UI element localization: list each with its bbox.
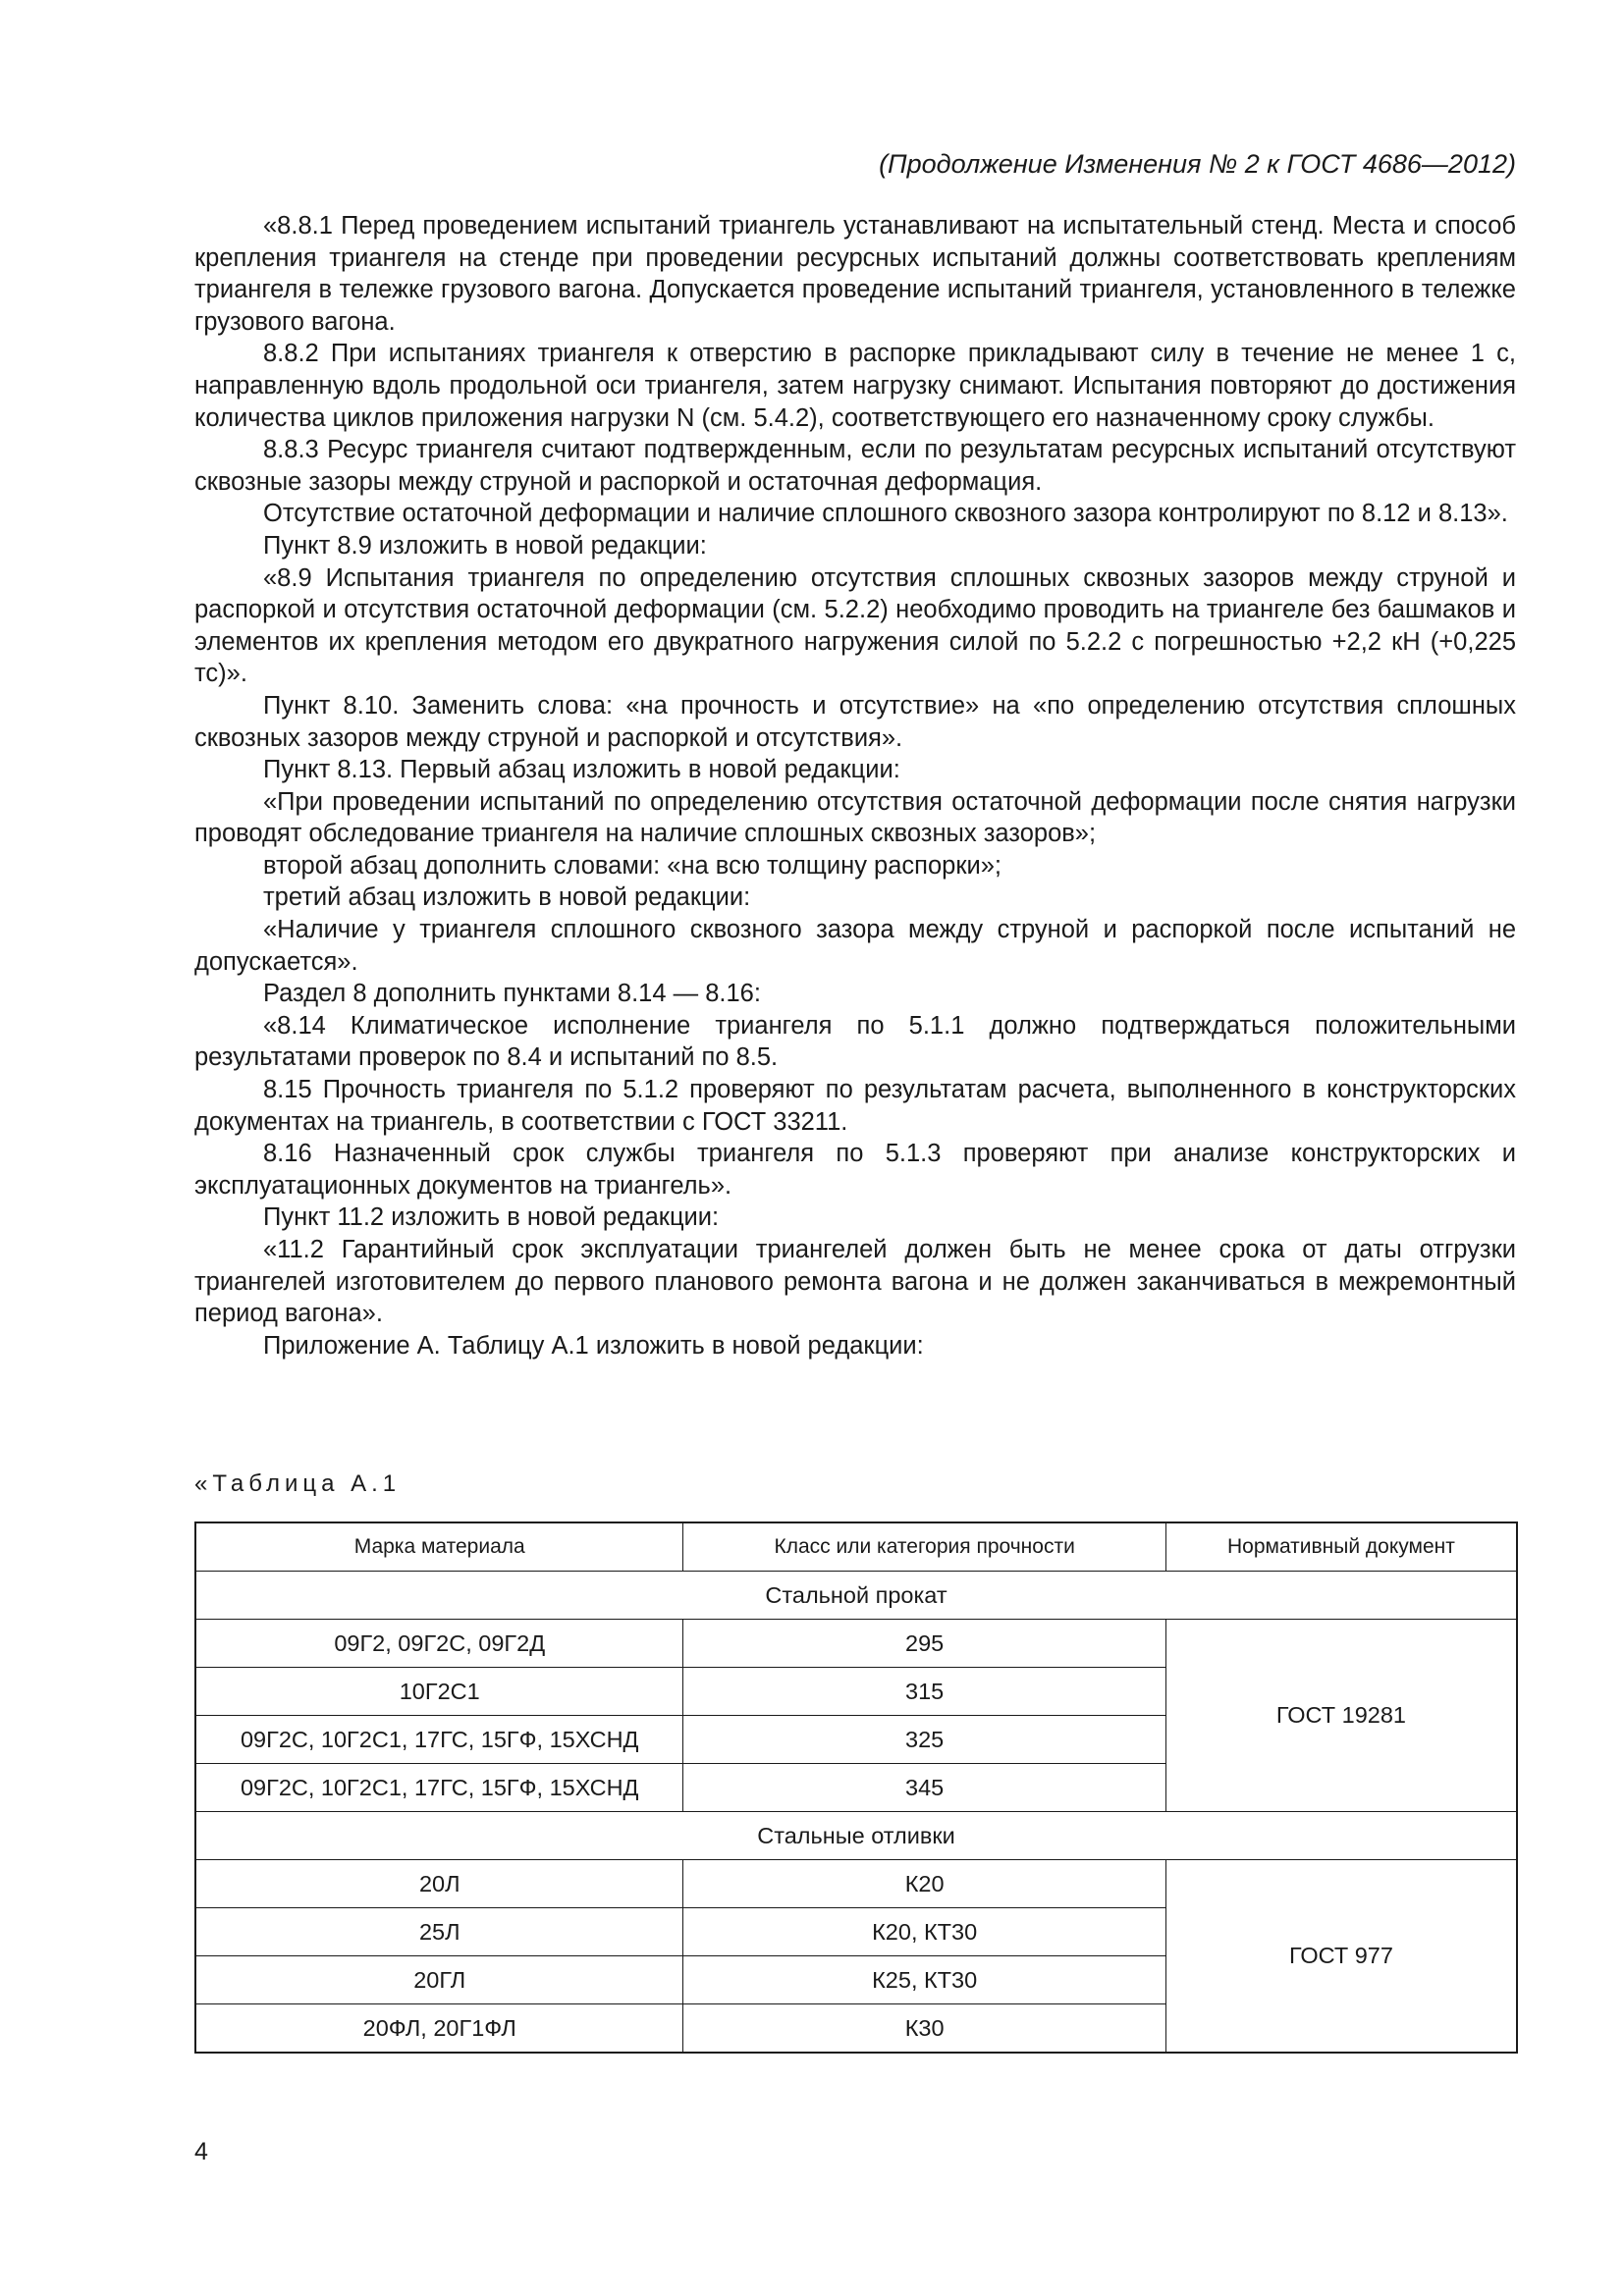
section-title: Стальной прокат [195,1572,1517,1620]
table-row [195,1620,1517,1668]
paragraph: «8.8.1 Перед проведением испытаний триангель устанавливают на испытательный стенд. Места и способ крепления триангеля на стенде при проведении ресурсных испытаний должны соответствовать креплениям триангеля в тележке грузового вагона. Допускается проведение испытаний триангеля, установленного в тележке грузового вагона. [194,212,1516,336]
paragraph: Пункт 8.9 изложить в новой редакции: [263,531,707,560]
table-caption: «Таблица А.1 [194,1470,402,1497]
strength-cell: 345 [683,1764,1165,1812]
table-header-row [195,1522,1517,1572]
table-header-cell: Нормативный документ [1165,1522,1517,1572]
paragraph: второй абзац дополнить словами: «на всю толщину распорки»; [263,851,1002,880]
table-row [195,1860,1517,1908]
section-title: Стальные отливки [195,1812,1517,1860]
material-cell: 25Л [195,1908,683,1956]
strength-cell: 315 [683,1668,1165,1716]
material-cell: 20Л [195,1860,683,1908]
material-cell: 10Г2С1 [195,1668,683,1716]
paragraph: 8.16 Назначенный срок службы триангеля по 5.1.3 проверяют при анализе конструкторских и эксплуатационных документов на триангель». [194,1140,1516,1200]
strength-cell: 295 [683,1620,1165,1668]
paragraph: «При проведении испытаний по определению отсутствия остаточной деформации после снятия нагрузки проводят обследование триангеля на наличие сплошных сквозных зазоров»; [194,787,1516,848]
paragraph: Отсутствие остаточной деформации и наличие сплошного сквозного зазора контролируют по 8.12 и 8.13». [263,500,1508,528]
paragraph: 8.8.3 Ресурс триангеля считают подтвержденным, если по результатам ресурсных испытаний отсутствуют сквозные зазоры между струной и распоркой и остаточная деформация. [194,436,1516,496]
paragraph: Пункт 8.13. Первый абзац изложить в новой редакции: [263,756,900,784]
paragraph: Раздел 8 дополнить пунктами 8.14 — 8.16: [263,980,761,1008]
table-section-row [195,1572,1517,1620]
document-cell: ГОСТ 977 [1165,1860,1517,2054]
materials-table [194,1522,1518,2054]
paragraph: 8.8.2 При испытаниях триангеля к отверстию в распорке прикладывают силу в течение не менее 1 с, направленную вдоль продольной оси триангеля, затем нагрузку снимают. Испытания повторяют до достижения количества циклов приложения нагрузки N (см. 5.4.2), соответствующего его назначенному сроку службы. [194,340,1516,432]
material-cell: 09Г2, 09Г2С, 09Г2Д [195,1620,683,1668]
material-cell: 09Г2С, 10Г2С1, 17ГС, 15ГФ, 15ХСНД [195,1716,683,1764]
paragraph: третий абзац изложить в новой редакции: [263,883,751,912]
material-cell: 09Г2С, 10Г2С1, 17ГС, 15ГФ, 15ХСНД [195,1764,683,1812]
strength-cell: К25, КТ30 [683,1956,1165,2004]
page-header: (Продолжение Изменения № 2 к ГОСТ 4686—2012) [879,149,1516,179]
paragraph: «11.2 Гарантийный срок эксплуатации триангелей должен быть не менее срока от даты отгрузки триангелей изготовителем до первого планового ремонта вагона и не должен заканчиваться в межремонтный период вагона». [194,1236,1516,1328]
paragraph: 8.15 Прочность триангеля по 5.1.2 проверяют по результатам расчета, выполненного в конструкторских документах на триангель, в соответствии с ГОСТ 33211. [194,1076,1516,1136]
body-text [194,210,1516,1362]
table-header-cell: Марка материала [195,1522,683,1572]
strength-cell: К30 [683,2004,1165,2054]
table-header-cell: Класс или категория прочности [683,1522,1165,1572]
material-cell: 20ФЛ, 20Г1ФЛ [195,2004,683,2054]
material-cell: 20ГЛ [195,1956,683,2004]
page-number: 4 [194,2138,208,2165]
table-section-row [195,1812,1517,1860]
paragraph: «8.9 Испытания триангеля по определению отсутствия сплошных сквозных зазоров между струной и распоркой и отсутствия остаточной деформации (см. 5.2.2) необходимо проводить на триангеле без башмаков и элементов их крепления методом его двукратного нагружения силой по 5.2.2 с погрешностью +2,2 кН (+0,225 тс)». [194,563,1516,688]
paragraph: «Наличие у триангеля сплошного сквозного зазора между струной и распоркой после испытаний не допускается». [194,916,1516,976]
paragraph: Пункт 8.10. Заменить слова: «на прочность и отсутствие» на «по определению отсутствия сплошных сквозных зазоров между струной и распоркой и отсутствия». [194,691,1516,752]
paragraph: «8.14 Климатическое исполнение триангеля по 5.1.1 должно подтверждаться положительными результатами проверок по 8.4 и испытаний по 8.5. [194,1011,1516,1072]
document-cell: ГОСТ 19281 [1165,1620,1517,1812]
paragraph: Приложение А. Таблицу А.1 изложить в новой редакции: [263,1331,924,1360]
strength-cell: К20, КТ30 [683,1908,1165,1956]
paragraph: Пункт 11.2 изложить в новой редакции: [263,1203,720,1232]
strength-cell: 325 [683,1716,1165,1764]
strength-cell: К20 [683,1860,1165,1908]
